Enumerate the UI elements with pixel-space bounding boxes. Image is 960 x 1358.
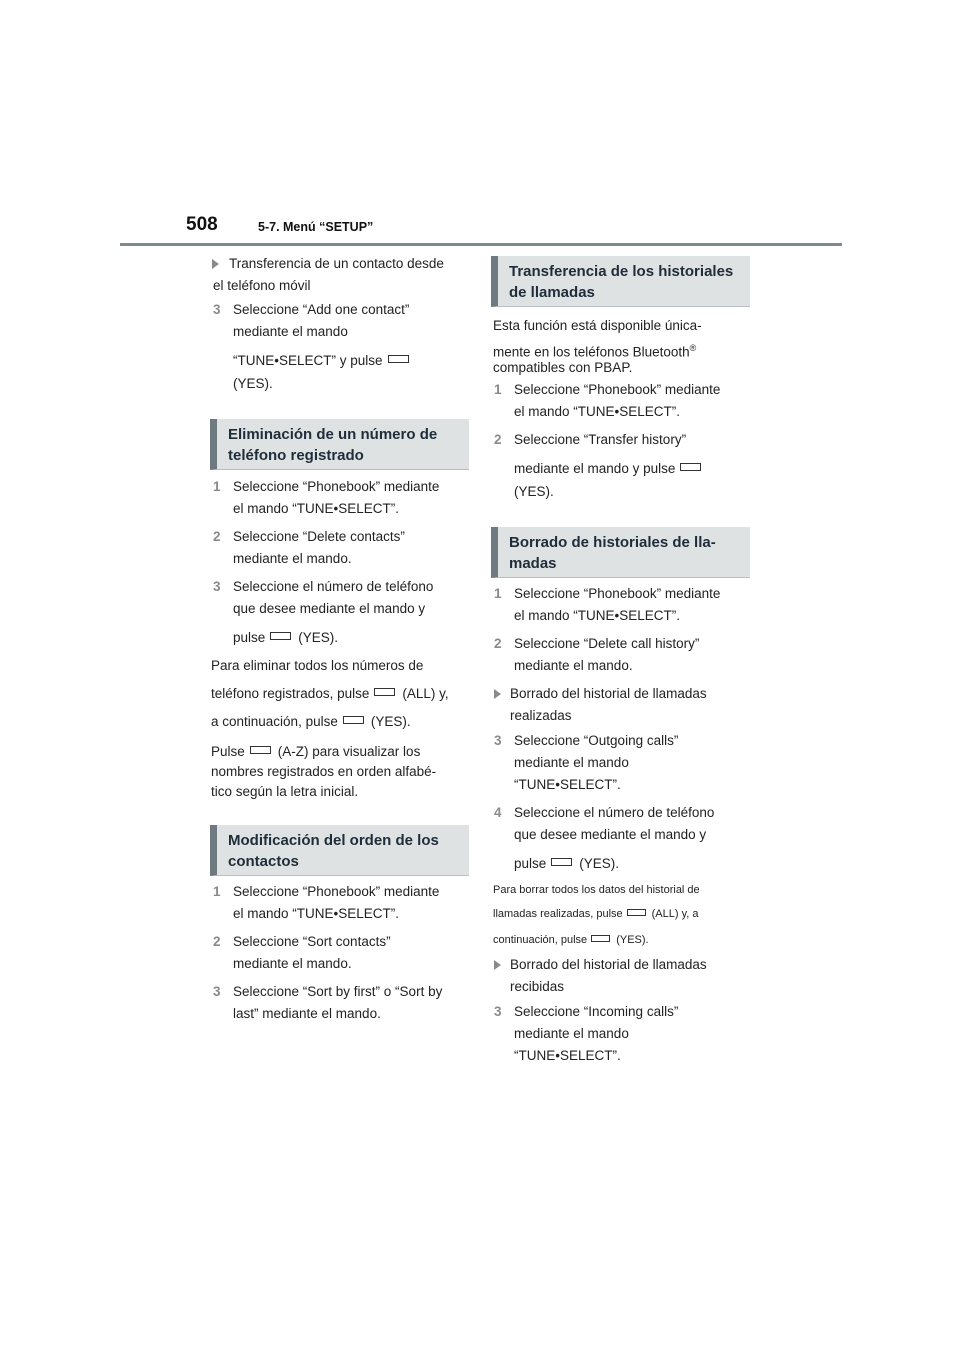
step-number: 1 — [494, 586, 502, 601]
step-text: mediante el mando — [514, 755, 629, 770]
bullet-triangle-icon — [494, 689, 501, 699]
step-text: Seleccione “Incoming calls” — [514, 1004, 679, 1019]
step-text: Seleccione “Sort contacts” — [233, 934, 391, 949]
step-text: Seleccione “Add one contact” — [233, 302, 410, 317]
step-number: 2 — [494, 432, 502, 447]
paragraph-text-part: (YES). — [370, 714, 411, 729]
step-text — [514, 856, 619, 872]
paragraph-text-part: mente en los teléfonos Bluetooth — [493, 344, 690, 360]
step-text: Seleccione “Phonebook” mediante — [514, 586, 721, 601]
step-number: 3 — [213, 302, 221, 317]
section-title-line: contactos — [228, 853, 299, 870]
paragraph-text — [211, 686, 449, 702]
step-text — [233, 353, 416, 369]
preset-button-icon — [591, 935, 610, 942]
preset-button-icon — [374, 688, 395, 696]
bullet-triangle-icon — [494, 960, 501, 970]
step-text: Seleccione “Outgoing calls” — [514, 733, 679, 748]
paragraph-text — [493, 340, 696, 361]
paragraph-text — [493, 906, 699, 922]
section-heading-sort-contacts — [210, 825, 469, 876]
step-text-part: (YES). — [579, 856, 620, 871]
paragraph-text-part: (ALL) y, a — [651, 908, 699, 920]
step-text: Seleccione el número de teléfono — [514, 805, 715, 820]
bullet-triangle-icon — [212, 259, 219, 269]
step-text: mediante el mando. — [514, 658, 633, 673]
section-heading-delete-number — [210, 419, 469, 470]
bullet-text: recibidas — [510, 979, 565, 994]
step-number: 3 — [213, 984, 221, 999]
section-title-line: de llamadas — [509, 284, 595, 301]
step-number: 4 — [494, 805, 502, 820]
preset-button-icon — [551, 858, 572, 866]
step-number: 2 — [494, 636, 502, 651]
section-title — [509, 261, 744, 303]
step-text: “TUNE•SELECT”. — [514, 777, 621, 792]
step-number: 3 — [213, 579, 221, 594]
registered-mark: ® — [689, 343, 697, 353]
step-text: Seleccione “Transfer history” — [514, 432, 687, 447]
paragraph-text-part: a continuación, pulse — [211, 714, 338, 729]
step-text — [514, 461, 708, 477]
paragraph-text: compatibles con PBAP. — [493, 360, 633, 375]
paragraph-text-part: Pulse — [211, 744, 245, 759]
step-text: el mando “TUNE•SELECT”. — [514, 608, 681, 623]
paragraph-text-part: (ALL) y, — [402, 686, 449, 701]
paragraph-text: Para eliminar todos los números de — [211, 658, 424, 673]
step-text: mediante el mando. — [233, 551, 352, 566]
bullet-text: el teléfono móvil — [213, 278, 311, 293]
step-text-part: mediante el mando y pulse — [514, 461, 676, 476]
section-title-line: teléfono registrado — [228, 447, 364, 464]
header-divider — [120, 243, 842, 246]
paragraph-text — [493, 932, 649, 948]
section-title-line: madas — [509, 555, 557, 572]
step-text: mediante el mando — [233, 324, 348, 339]
step-number: 1 — [213, 479, 221, 494]
section-title-line: Eliminación de un número de — [228, 426, 438, 443]
step-number: 3 — [494, 733, 502, 748]
preset-button-icon — [680, 463, 701, 471]
section-title-line: Modificación del orden de los — [228, 832, 439, 849]
preset-button-icon — [343, 716, 364, 724]
step-number: 2 — [213, 934, 221, 949]
step-text: (YES). — [514, 484, 554, 499]
step-text: Seleccione “Sort by first” o “Sort by — [233, 984, 443, 999]
step-text: mediante el mando — [514, 1026, 629, 1041]
paragraph-text-part: (YES). — [616, 934, 649, 946]
step-text-part: pulse — [233, 630, 266, 645]
section-title-line: Borrado de historiales de lla- — [509, 534, 716, 551]
section-heading-transfer-history — [491, 256, 750, 307]
step-text: el mando “TUNE•SELECT”. — [233, 906, 400, 921]
step-text: que desee mediante el mando y — [514, 827, 707, 842]
paragraph-text-part: llamadas realizadas, pulse — [493, 908, 623, 920]
paragraph-text — [211, 744, 420, 760]
step-number: 3 — [494, 1004, 502, 1019]
chapter-title: 5-7. Menú “SETUP” — [258, 220, 374, 234]
section-title — [509, 532, 744, 574]
bullet-text: Borrado del historial de llamadas — [510, 957, 707, 972]
step-text: el mando “TUNE•SELECT”. — [514, 404, 681, 419]
section-heading-delete-history — [491, 527, 750, 578]
step-number: 2 — [213, 529, 221, 544]
step-text-part: “TUNE•SELECT” y pulse — [233, 353, 383, 368]
paragraph-text: Esta función está disponible única- — [493, 318, 702, 333]
step-text: mediante el mando. — [233, 956, 352, 971]
step-number: 1 — [213, 884, 221, 899]
step-text: Seleccione “Delete contacts” — [233, 529, 405, 544]
paragraph-text-part: (A-Z) para visualizar los — [277, 744, 421, 759]
step-text-part: pulse — [514, 856, 547, 871]
step-text: “TUNE•SELECT”. — [514, 1048, 621, 1063]
page-number: 508 — [186, 214, 218, 235]
step-number: 1 — [494, 382, 502, 397]
paragraph-text: Para borrar todos los datos del historial de — [493, 884, 700, 896]
step-text: (YES). — [233, 376, 273, 391]
step-text: Seleccione “Phonebook” mediante — [514, 382, 721, 397]
step-text: Seleccione “Delete call history” — [514, 636, 700, 651]
preset-button-icon — [627, 909, 646, 916]
step-text: que desee mediante el mando y — [233, 601, 426, 616]
step-text: el mando “TUNE•SELECT”. — [233, 501, 400, 516]
bullet-text: Transferencia de un contacto desde — [229, 256, 444, 271]
section-title — [228, 424, 463, 466]
step-text — [233, 630, 338, 646]
paragraph-text — [211, 714, 411, 730]
step-text: Seleccione “Phonebook” mediante — [233, 884, 440, 899]
step-text: last” mediante el mando. — [233, 1006, 381, 1021]
step-text: Seleccione “Phonebook” mediante — [233, 479, 440, 494]
paragraph-text-part: continuación, pulse — [493, 934, 588, 946]
paragraph-text-part: teléfono registrados, pulse — [211, 686, 370, 701]
preset-button-icon — [250, 746, 271, 754]
step-text: Seleccione el número de teléfono — [233, 579, 434, 594]
preset-button-icon — [270, 632, 291, 640]
paragraph-text: nombres registrados en orden alfabé- — [211, 764, 437, 779]
paragraph-text: tico según la letra inicial. — [211, 784, 359, 799]
preset-button-icon — [388, 355, 409, 363]
bullet-text: Borrado del historial de llamadas — [510, 686, 707, 701]
step-text-part: (YES). — [298, 630, 339, 645]
section-title-line: Transferencia de los historiales — [509, 263, 734, 280]
bullet-text: realizadas — [510, 708, 572, 723]
section-title — [228, 830, 463, 872]
